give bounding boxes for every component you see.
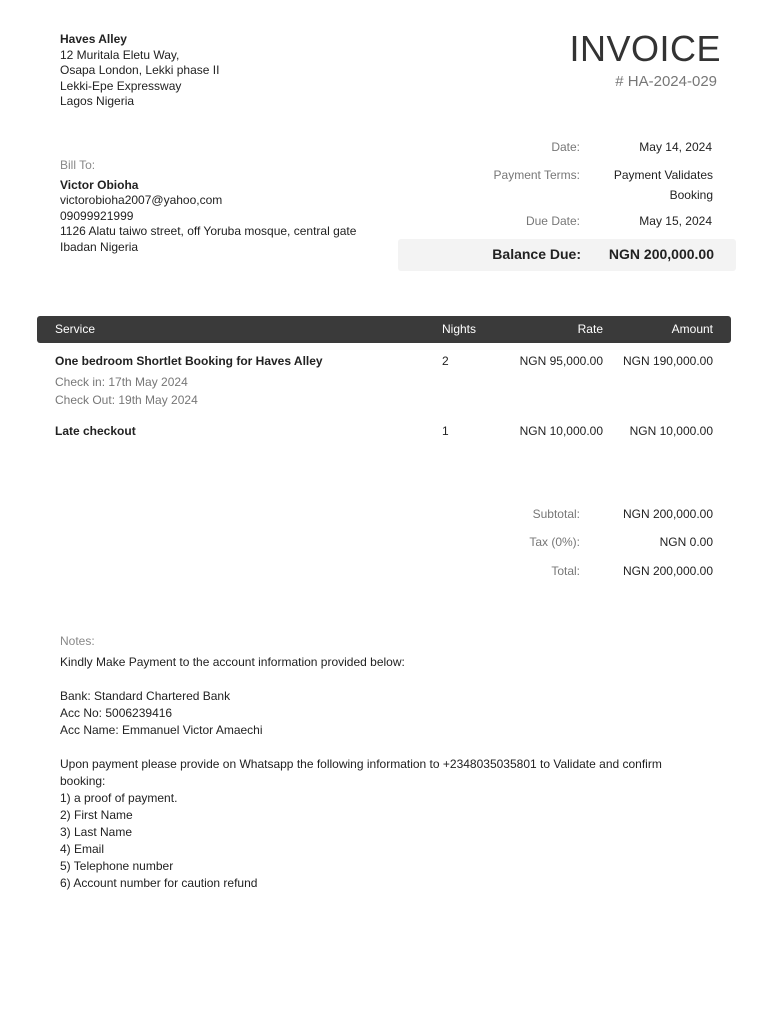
payment-terms-label: Payment Terms: [493, 168, 580, 182]
column-header-service: Service [55, 322, 96, 336]
tax-label: Tax (0%): [529, 535, 580, 549]
seller-address-line: Lagos Nigeria [60, 94, 135, 108]
account-number: Acc No: 5006239416 [60, 706, 173, 720]
payment-terms-value-line1: Payment Validates [613, 168, 713, 182]
service-detail: Check Out: 19th May 2024 [55, 393, 198, 407]
notes-list-item: 2) First Name [60, 808, 133, 822]
customer-address-line: 1126 Alatu taiwo street, off Yoruba mosque, central gate [60, 224, 357, 238]
notes-label: Notes: [60, 634, 95, 648]
column-header-amount: Amount [671, 322, 713, 336]
notes-list-item: 1) a proof of payment. [60, 791, 178, 805]
table-header [37, 316, 731, 343]
balance-due-box [398, 239, 736, 271]
bill-to-label: Bill To: [60, 158, 96, 172]
nights-value: 2 [442, 354, 449, 368]
seller-address-line: 12 Muritala Eletu Way, [60, 47, 180, 62]
nights-value: 1 [442, 424, 449, 438]
seller-name: Haves Alley [60, 32, 127, 46]
notes-list-item: 5) Telephone number [60, 859, 174, 873]
due-date-value: May 15, 2024 [639, 214, 712, 228]
payment-terms-value-line2: Booking [669, 188, 713, 202]
rate-value: NGN 10,000.00 [519, 424, 603, 438]
notes-list-item: 6) Account number for caution refund [60, 876, 258, 890]
seller-info [60, 32, 219, 110]
date-value: May 14, 2024 [639, 140, 712, 154]
service-name: Late checkout [55, 424, 136, 438]
notes-instruction: Upon payment please provide on Whatsapp the following information to +2348035035801 to Validate and confirm booking: [60, 757, 662, 788]
seller-address-line: Osapa London, Lekki phase II [60, 63, 220, 77]
service-detail: Check in: 17th May 2024 [55, 375, 188, 389]
amount-value: NGN 10,000.00 [629, 424, 713, 438]
customer-phone: 09099921999 [60, 208, 134, 223]
notes-section [60, 633, 720, 892]
invoice-title: INVOICE [569, 28, 721, 69]
notes-list-item: 3) Last Name [60, 825, 133, 839]
account-name: Acc Name: Emmanuel Victor Amaechi [60, 723, 263, 737]
subtotal-value: NGN 200,000.00 [622, 507, 713, 521]
tax-value: NGN 0.00 [659, 535, 713, 549]
total-label: Total: [551, 564, 580, 578]
due-date-label: Due Date: [525, 214, 580, 228]
column-header-rate: Rate [577, 322, 603, 336]
invoice-number: # HA-2024-029 [615, 73, 717, 90]
customer-address-line: Ibadan Nigeria [60, 239, 139, 254]
amount-value: NGN 190,000.00 [622, 354, 713, 368]
total-value: NGN 200,000.00 [622, 564, 713, 578]
notes-intro: Kindly Make Payment to the account information provided below: [60, 655, 405, 669]
customer-name: Victor Obioha [60, 177, 139, 192]
notes-list-item: 4) Email [60, 842, 105, 856]
balance-due-label: Balance Due: [492, 246, 581, 262]
subtotal-label: Subtotal: [532, 507, 580, 521]
date-label: Date: [551, 140, 580, 154]
bill-to-block [60, 158, 356, 255]
service-name: One bedroom Shortlet Booking for Haves Alley [55, 354, 323, 368]
rate-value: NGN 95,000.00 [519, 354, 603, 368]
balance-due-value: NGN 200,000.00 [608, 246, 714, 262]
bank-name: Bank: Standard Chartered Bank [60, 689, 231, 703]
seller-address-line: Lekki-Epe Expressway [60, 78, 182, 93]
column-header-nights: Nights [442, 322, 477, 336]
customer-email: victorobioha2007@yahoo,com [60, 193, 223, 207]
